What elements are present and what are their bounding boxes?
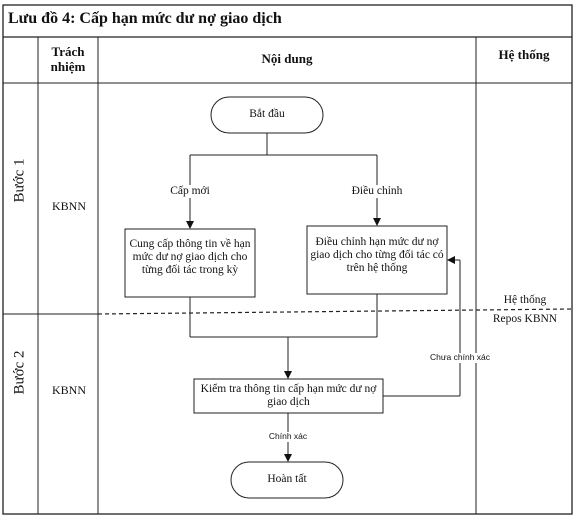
provide-label: Cung cấp thông tin về hạn mức dư nợ giao dịch cho từng đối tác trong kỳ [129, 238, 251, 277]
edge-label-correct: Chính xác [262, 432, 314, 442]
start-label: Bắt đầu [249, 108, 285, 120]
page-title: Lưu đồ 4: Cấp hạn mức dư nợ giao dịch [8, 10, 282, 27]
step-2-label: Bước 2 [11, 350, 28, 395]
done-label: Hoàn tất [267, 473, 307, 485]
column-header-system: Hệ thống [498, 47, 550, 62]
edge-label-adjustment: Điều chỉnh [340, 185, 414, 198]
column-header-content: Nội dung [261, 51, 313, 66]
step-1-owner: KBNN [51, 199, 86, 213]
edge-label-incorrect: Chưa chính xác [424, 353, 496, 363]
check-label: Kiểm tra thông tin cấp hạn mức dư nợ giao dịch [200, 383, 377, 409]
edge-label-new-grant: Cấp mới [158, 185, 222, 198]
column-header-responsibility: Trách nhiệm [50, 44, 86, 74]
step-1-label: Bước 1 [11, 158, 28, 203]
system-boundary-above-label: Hệ thống [503, 294, 547, 306]
step-2-owner: KBNN [51, 383, 86, 397]
system-boundary-below-label: Repos KBNN [492, 313, 558, 325]
adjust-label: Điều chỉnh hạn mức dư nợ giao dịch cho từng đối tác có trên hệ thống [310, 236, 444, 275]
